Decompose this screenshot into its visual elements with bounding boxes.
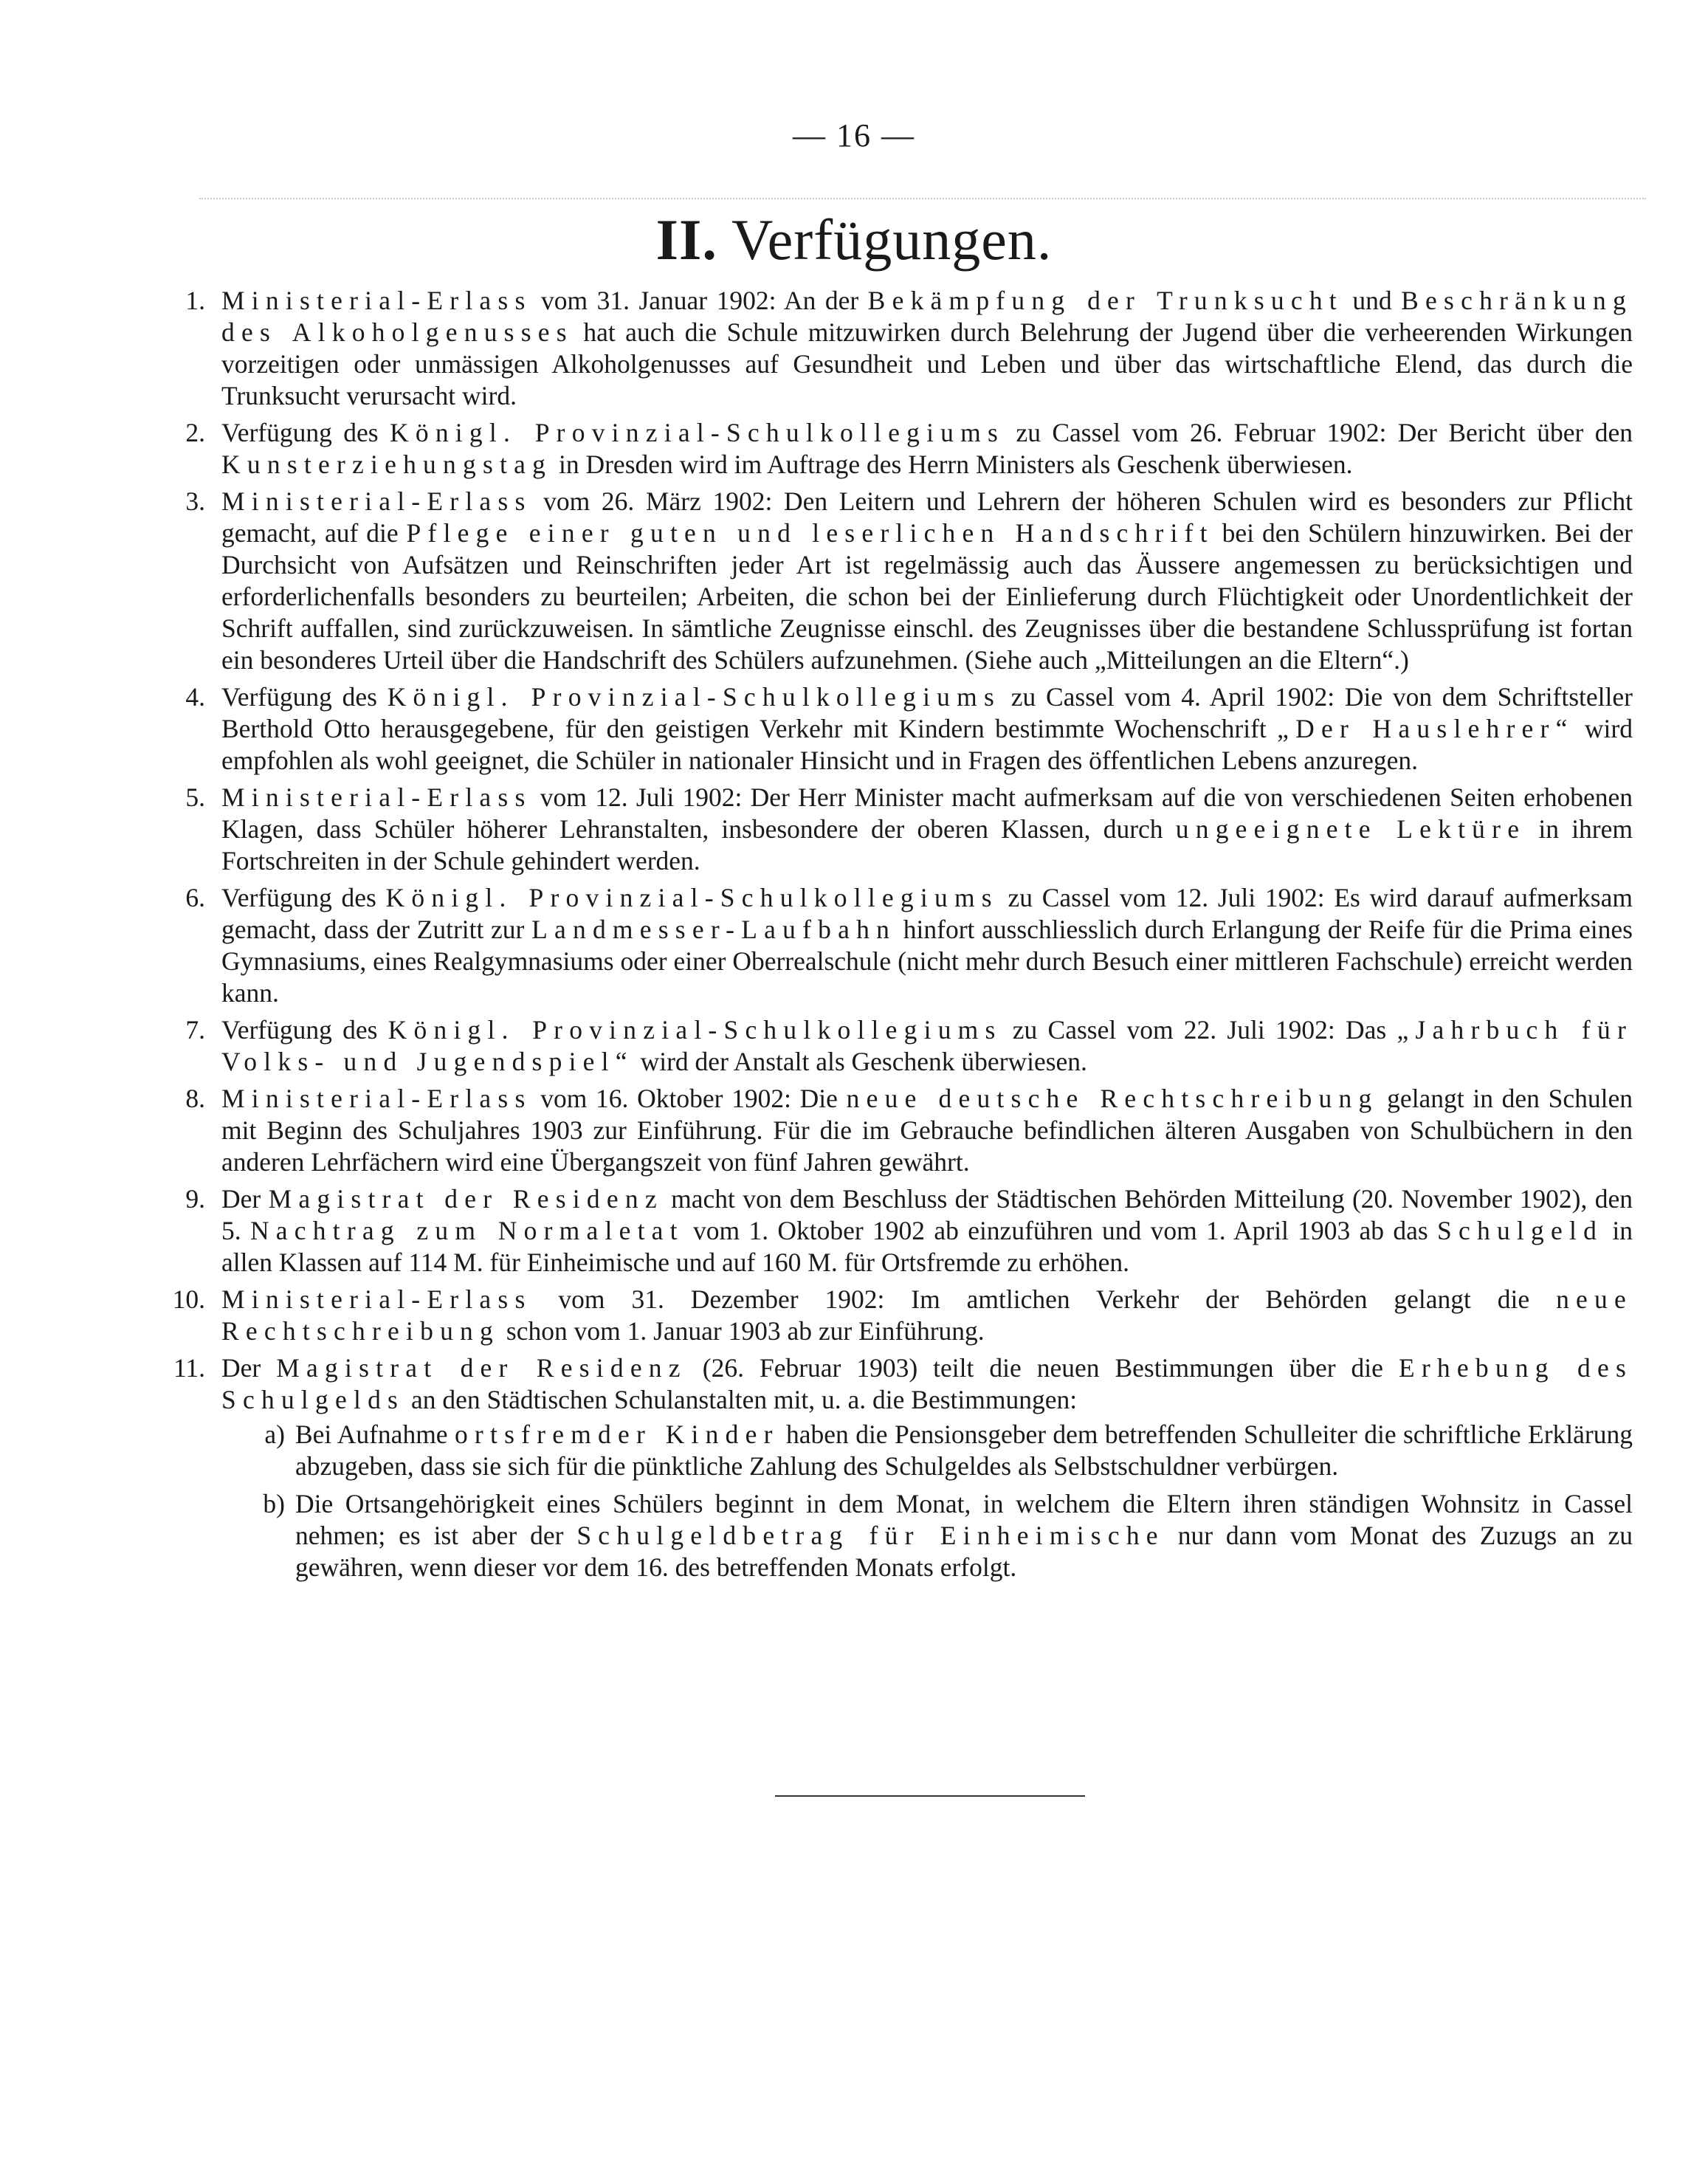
section-numeral: II. [655, 207, 717, 272]
emphasized-text: Schulgeldbetrag für Einheimische [576, 1521, 1165, 1550]
text-run: Die Ortsangehörigkeit eines Schülers beginnt in dem Monat, in welchem die Eltern ihren ständigen Wohnsitz in Cassel nehmen; es ist aber der [295, 1489, 1633, 1550]
ordinance-row [185, 782, 1633, 877]
emphasized-text: Königl. Provinzial-Schulkollegiums [387, 682, 1002, 712]
emphasized-text: Ministerial-Erlass [221, 286, 532, 315]
item-number: 7. [185, 1015, 205, 1045]
text-run: vom 31. Januar 1902: An der [531, 286, 868, 315]
end-rule [775, 1795, 1085, 1797]
ordinance-row [185, 417, 1633, 481]
item-number: 9. [185, 1184, 205, 1214]
text-run: vom 16. Oktober 1902: Die [531, 1084, 847, 1113]
emphasized-text: Magistrat der Residenz [268, 1184, 664, 1214]
item-text [221, 1083, 1633, 1178]
text-run: Verfügung des [221, 418, 390, 447]
text-run: an den Städtischen Schulanstalten mit, u. a. die Bestimmungen: [404, 1385, 1078, 1414]
ordinance-list [172, 285, 1633, 1594]
emphasized-text: Ministerial-Erlass [221, 1084, 532, 1113]
ordinance-entry [185, 285, 1633, 412]
text-run: Verfügung des [221, 883, 386, 912]
ordinance-entry [185, 486, 1633, 676]
item-text [221, 882, 1633, 1009]
emphasized-text: neue Rechtschreibung [221, 1284, 1633, 1346]
emphasized-text: „Der Hauslehrer“ [1277, 714, 1574, 743]
emphasized-text: „Jahrbuch für Volks- und Jugendspiel“ [221, 1015, 1633, 1076]
text-run: bei den Schülern hinzuwirken. Bei der Durchsicht von Aufsätzen und Reinschriften jeder Art ist regelmässig auch das Äussere angemessen zu berücksichtigen und erforderlichenfalls besonders zu beurteilen; Arbeiten, die schon bei der Einlieferung durch Flüchtigkeit oder Unordentlichkeit der Schrift auffallen, sind zurückzuweisen. In sämtliche Zeugnisse einschl. des Zeugnisses über die bestandene Schlussprüfung ist fortan ein besonderes Urteil über die Handschrift des Schülers aufzunehmen. (Siehe auch „Mitteilungen an die Eltern“.) [221, 518, 1633, 675]
text-run: macht von dem Beschluss der Städtischen Behörden Mitteilung (20. November 1902), den 5. [221, 1184, 1633, 1245]
page-number: — 16 — [793, 117, 915, 154]
text-run: in allen Klassen auf 114 M. für Einheimische und auf 160 M. für Ortsfremde zu erhöhen. [221, 1216, 1633, 1277]
top-divider [199, 198, 1646, 199]
section-title-text: Verfügungen. [731, 207, 1053, 272]
item-text [221, 1014, 1633, 1078]
sub-provision-text [295, 1419, 1633, 1482]
emphasized-text: Königl. Provinzial-Schulkollegiums [388, 1015, 1002, 1045]
text-run: vom 26. März 1902: Den Leitern und Lehrern der höheren Schulen wird es besonders zur Pflicht gemacht, auf die [221, 486, 1633, 548]
emphasized-text: Landmesser-Laufbahn [531, 915, 897, 944]
text-run: vom 1. Oktober 1902 ab einzuführen und vom 1. April 1903 ab das [683, 1216, 1437, 1245]
item-text [221, 1284, 1633, 1347]
sub-provision-text [295, 1488, 1633, 1583]
text-run: hinfort ausschliesslich durch Erlangung der Reife für die Prima eines Gymnasiums, eines Realgymnasiums oder einer Oberrealschule (nicht mehr durch Besuch einer mittleren Fachschule) erreicht werden kann. [221, 915, 1633, 1008]
emphasized-text: Erhebung des Schulgelds [221, 1353, 1633, 1414]
ordinance-entry [172, 1284, 1633, 1347]
ordinance-row [185, 285, 1633, 412]
item-text [221, 486, 1633, 676]
emphasized-text: Pflege einer guten und leserlichen Handschrift [406, 518, 1214, 548]
item-number: 6. [185, 883, 205, 912]
item-number: 8. [185, 1084, 205, 1113]
text-run: Der [221, 1184, 269, 1214]
emphasized-text: Bekämpfung der Trunksucht [867, 286, 1343, 315]
item-text [221, 1352, 1633, 1589]
text-run: hat auch die Schule mitzuwirken durch Belehrung der Jugend über die verheerenden Wirkungen vorzeitigen oder unmässigen Alkoholgenusses auf Gesundheit und Leben und über das wirtschaftliche Elend, das durch die Trunksucht verursacht wird. [221, 317, 1633, 410]
text-run: Der [221, 1353, 277, 1383]
ordinance-entry [185, 681, 1633, 777]
emphasized-text: Königl. Provinzial-Schulkollegiums [385, 883, 999, 912]
text-run: Bei Aufnahme [295, 1420, 455, 1449]
item-number: 5. [185, 782, 205, 812]
section-title [0, 207, 1708, 273]
text-run: wird empfohlen als wohl geeignet, die Schüler in nationaler Hinsicht und in Fragen des öffentlichen Lebens anzuregen. [221, 714, 1633, 775]
ordinance-row [185, 486, 1633, 676]
text-run: zu Cassel vom 26. Februar 1902: Der Bericht über den [1005, 418, 1633, 447]
sub-provision [221, 1419, 1633, 1482]
text-run: zu Cassel vom 22. Juli 1902: Das [1002, 1015, 1397, 1045]
item-text [221, 1183, 1633, 1279]
ordinance-entry [185, 882, 1633, 1009]
text-run: in ihrem Fortschreiten in der Schule gehindert werden. [221, 814, 1633, 875]
emphasized-text: Magistrat der Residenz [276, 1353, 687, 1383]
emphasized-text: Ministerial-Erlass [221, 1284, 532, 1314]
sub-provision [221, 1488, 1633, 1583]
ordinance-entry [185, 782, 1633, 877]
ordinance-row [185, 681, 1633, 777]
ordinance-row [185, 882, 1633, 1009]
ordinance-entry [185, 1183, 1633, 1279]
sub-provision-list [221, 1419, 1633, 1583]
text-run: nur dann vom Monat des Zuzugs an zu gewähren, wenn dieser vor dem 16. des betreffenden Monats erfolgt. [295, 1521, 1633, 1582]
item-text [221, 285, 1633, 412]
emphasized-text: ungeeignete Lektüre [1175, 814, 1526, 844]
item-text [221, 417, 1633, 481]
text-run: gelangt in den Schulen mit Beginn des Schuljahres 1903 zur Einführung. Für die im Gebrauche befindlichen älteren Ausgaben von Schulbüchern in den anderen Lehrfächern wird eine Übergangszeit von fünf Jahren gewährt. [221, 1084, 1633, 1177]
emphasized-text: Schulgeld [1437, 1216, 1604, 1245]
text-run: schon vom 1. Januar 1903 ab zur Einführung. [500, 1316, 985, 1346]
text-run: wird der Anstalt als Geschenk überwiesen. [633, 1047, 1087, 1076]
emphasized-text: neue deutsche Rechtschreibung [846, 1084, 1379, 1113]
sub-provision-label: a) [264, 1420, 285, 1449]
text-run: (26. Februar 1903) teilt die neuen Bestimmungen über die [686, 1353, 1399, 1383]
text-run: Verfügung des [221, 1015, 388, 1045]
text-run: und [1343, 286, 1402, 315]
emphasized-text: ortsfremder Kinder [454, 1420, 779, 1449]
item-number: 2. [185, 418, 205, 447]
item-number: 3. [185, 486, 205, 516]
text-run: haben die Pensionsgeber dem betreffenden Schulleiter die schriftliche Erklärung abzugeben, dass sie sich für die pünktliche Zahlung des Schulgeldes als Selbstschuldner verbürgen. [295, 1420, 1633, 1481]
ordinance-row [185, 1014, 1633, 1078]
ordinance-entry [173, 1352, 1633, 1589]
item-number: 10. [172, 1284, 205, 1314]
ordinance-entry [185, 1014, 1633, 1078]
text-run: zu Cassel vom 12. Juli 1902: Es wird darauf aufmerksam gemacht, dass der Zutritt zur [221, 883, 1633, 944]
emphasized-text: Kunsterziehungstag [221, 450, 553, 479]
text-run: Verfügung des [221, 682, 388, 712]
text-run: vom 12. Juli 1902: Der Herr Minister macht aufmerksam auf die von verschiedenen Seiten erhobenen Klagen, dass Schüler höherer Lehranstalten, insbesondere der oberen Klassen, durch [221, 782, 1633, 844]
sub-provision-label: b) [263, 1489, 285, 1518]
emphasized-text: Ministerial-Erlass [221, 486, 532, 516]
emphasized-text: Nachtrag zum Normaletat [249, 1216, 684, 1245]
item-text [221, 782, 1633, 877]
item-number: 11. [173, 1353, 205, 1383]
item-number: 1. [185, 286, 205, 315]
emphasized-text: Ministerial-Erlass [221, 782, 532, 812]
emphasized-text: Königl. Provinzial-Schulkollegiums [389, 418, 1005, 447]
ordinance-row [185, 1083, 1633, 1178]
ordinance-entry [185, 417, 1633, 481]
text-run: zu Cassel vom 4. April 1902: Die von dem Schriftsteller Berthold Otto herausgegebene, für den geistigen Verkehr mit Kindern bestimmte Wochenschrift [221, 682, 1633, 743]
item-text [221, 681, 1633, 777]
ordinance-row [172, 1284, 1633, 1347]
ordinance-row [173, 1352, 1633, 1589]
ordinance-entry [185, 1083, 1633, 1178]
item-number: 4. [185, 682, 205, 712]
ordinance-row [185, 1183, 1633, 1279]
text-run: vom 31. Dezember 1902: Im amtlichen Verkehr der Behörden gelangt die [531, 1284, 1557, 1314]
text-run: in Dresden wird im Auftrage des Herrn Ministers als Geschenk überwiesen. [552, 450, 1353, 479]
emphasized-text: Beschränkung des Alkoholgenusses [221, 286, 1633, 347]
